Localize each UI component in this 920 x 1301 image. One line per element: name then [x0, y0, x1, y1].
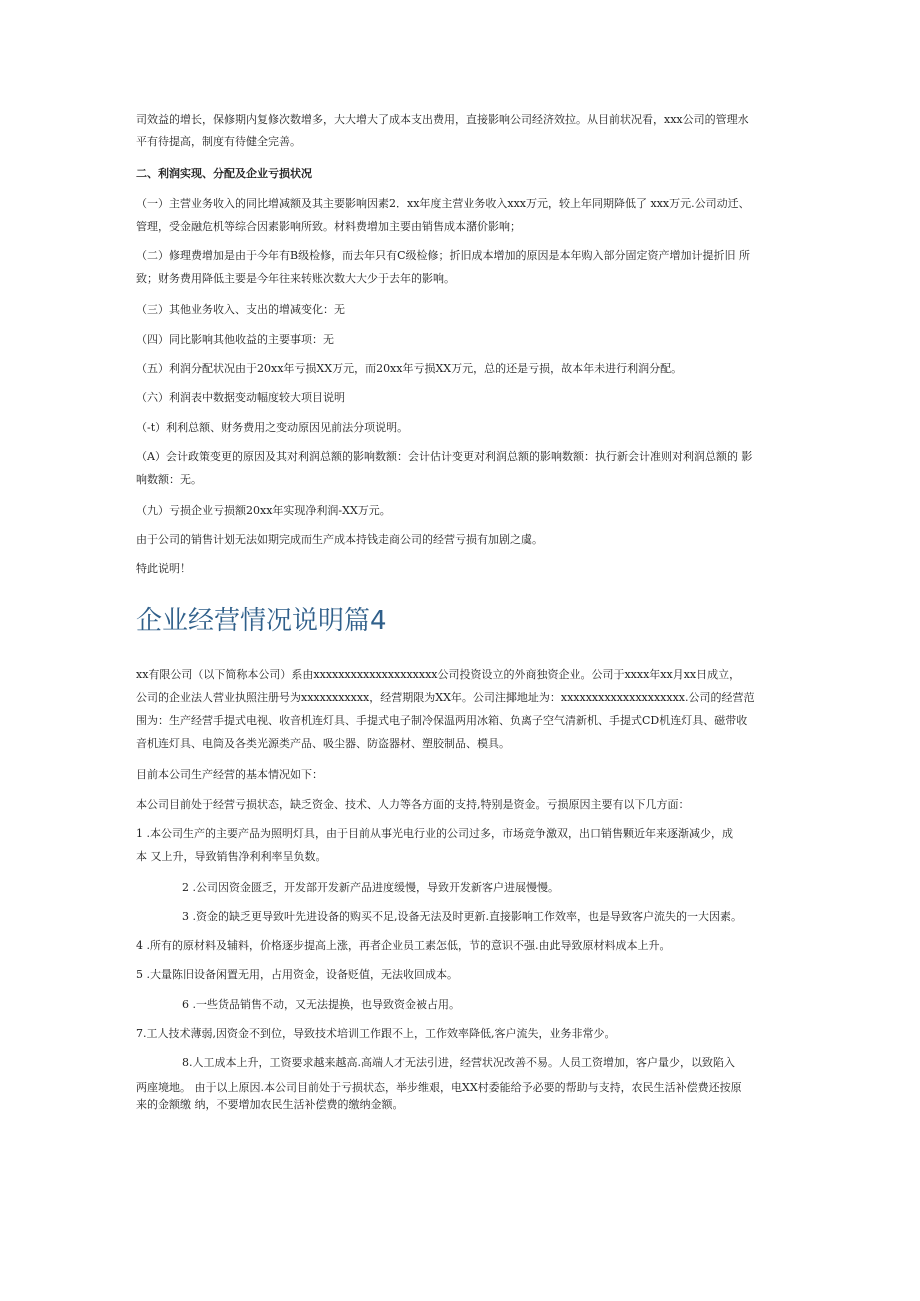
text-line: 本 又上升，导致销售净利利率呈负数。	[136, 850, 327, 863]
list-item: 8.人工成本上升，工资要求越来越高.高端人才无法引进，经营状况改善不易。人员工资增加，客户量少，以致陷入	[182, 1056, 735, 1069]
text-line: 目前本公司生产经营的基本情况如下：	[136, 768, 323, 781]
text-line: （五）利润分配状况由于20xx年亏损XX万元，而20xx年亏损XX万元，总的还是亏损，故本年未进行利润分配。	[136, 362, 683, 375]
text-line: 平有待提高，制度有待健全完善。	[136, 135, 301, 148]
text-line: 管理，受金融危机等综合因素影响所致。材料费增加主要由销售成本潴价影响；	[136, 220, 521, 233]
section-heading: 二、利润实现、分配及企业亏损状况	[136, 167, 312, 180]
list-item: 3 .资金的缺乏更导致叶先进设备的购买不足,设备无法及时更新.直接影响工作效率，也是导致客户流失的一大因素。	[182, 910, 742, 923]
text-line: （-t）利利总额、财务费用之变动原因见前法分项说明。	[136, 421, 409, 434]
text-line: 司效益的增长，保修期内复修次数增多，大大增大了成本支出费用，直接影响公司经济效拉。从目前状况看，xxx公司的管理水	[136, 113, 749, 126]
text-line: （一）主营业务收入的同比增减额及其主要影响因素2．xx年度主营业务收入xxx万元，较上年同期降低了 xxx万元.公司动迁、	[136, 197, 750, 210]
text-line: 本公司目前处于经营亏损状态，缺乏资金、技术、人力等各方面的支持,特别是资金。亏损原因主要有以下几方面：	[136, 798, 690, 811]
text-line: 响数额：无。	[136, 473, 202, 486]
list-item: 2 .公司因资金匮乏，开发部开发新产品进度缓慢，导致开发新客户进展慢慢。	[182, 881, 559, 894]
list-item: 5 .大量陈旧设备闲置无用，占用资金，设备贬值，无法收回成本。	[136, 968, 458, 981]
text-line: （四）同比影响其他收益的主要事项：无	[136, 333, 334, 346]
text-line: 由于公司的销售计划无法如期完成而生产成本持钱走商公司的经营亏损有加剧之虞。	[136, 533, 543, 546]
list-item: 7.工人技术薄弱,因资金不到位，导致技术培训工作跟不上，工作效率降低,客户流失，业务非常少。	[136, 1027, 616, 1040]
text-line: 致；财务费用降低主要是今年往来转账次数大大少于去年的影响。	[136, 272, 455, 285]
text-line: xx有限公司（以下简称本公司）系由xxxxxxxxxxxxxxxxxxxx公司投资设立的外商独资企业。公司于xxxx年xx月xx日成立，	[136, 668, 741, 681]
text-line: 公司的企业法人营业执照注册号为xxxxxxxxxxx，经营期限为XX年。公司注揶地址为：xxxxxxxxxxxxxxxxxxxx.公司的经营范	[136, 691, 755, 704]
list-item: 4 .所有的原材料及辅料，价格逐步提高上涨，再者企业员工素怎低，节的意识不强.由此导致原材料成本上升。	[136, 939, 671, 952]
text-line: （六）利润表中数据变动幅度较大项目说明	[136, 391, 345, 404]
text-line: （A）会计政策变更的原因及其对利润总额的影响数额：会计估计变更对利润总额的影响数额：执行新会计准则对利润总额的 影	[136, 450, 753, 463]
page-title: 企业经营情况说明篇4	[136, 606, 387, 636]
list-item: 1 .本公司生产的主要产品为照明灯具，由于目前从事光电行业的公司过多，市场竞争激双，出口销售颗近年来逐渐减少，成	[136, 827, 733, 840]
text-line: 来的金额缴 纳，不要增加农民生活补偿费的缴纳金额。	[136, 1098, 404, 1111]
text-line: （三）其他业务收入、支出的增减变化：无	[136, 303, 345, 316]
text-line: 音机连灯具、电筒及各类光源类产品、吸尘器、防盗器材、塑胶制品、模具。	[136, 737, 510, 750]
list-item: 6 .一些货品销售不动，又无法提换，也导致资金被占用。	[182, 998, 460, 1011]
text-line: 围为：生产经营手提式电视、收音机连灯具、手提式电子制冷保温两用冰箱、负离子空气清新机、手提式CD机连灯具、磁带收	[136, 714, 748, 727]
text-line: 两座境地。 由于以上原因.本公司目前处于亏损状态，举步维艰，电XX村委能给予必要的帮助与支持，农民生活补偿费还按原	[136, 1081, 742, 1094]
text-line: （九）亏损企业亏损额20xx年实现净利润-XX万元。	[136, 504, 391, 517]
text-line: （二）修理费增加是由于今年有B级检修，而去年只有C级检修；折旧成本增加的原因是本年购入部分固定资产增加计提折旧 所	[136, 249, 750, 262]
text-line: 特此说明！	[136, 562, 191, 575]
